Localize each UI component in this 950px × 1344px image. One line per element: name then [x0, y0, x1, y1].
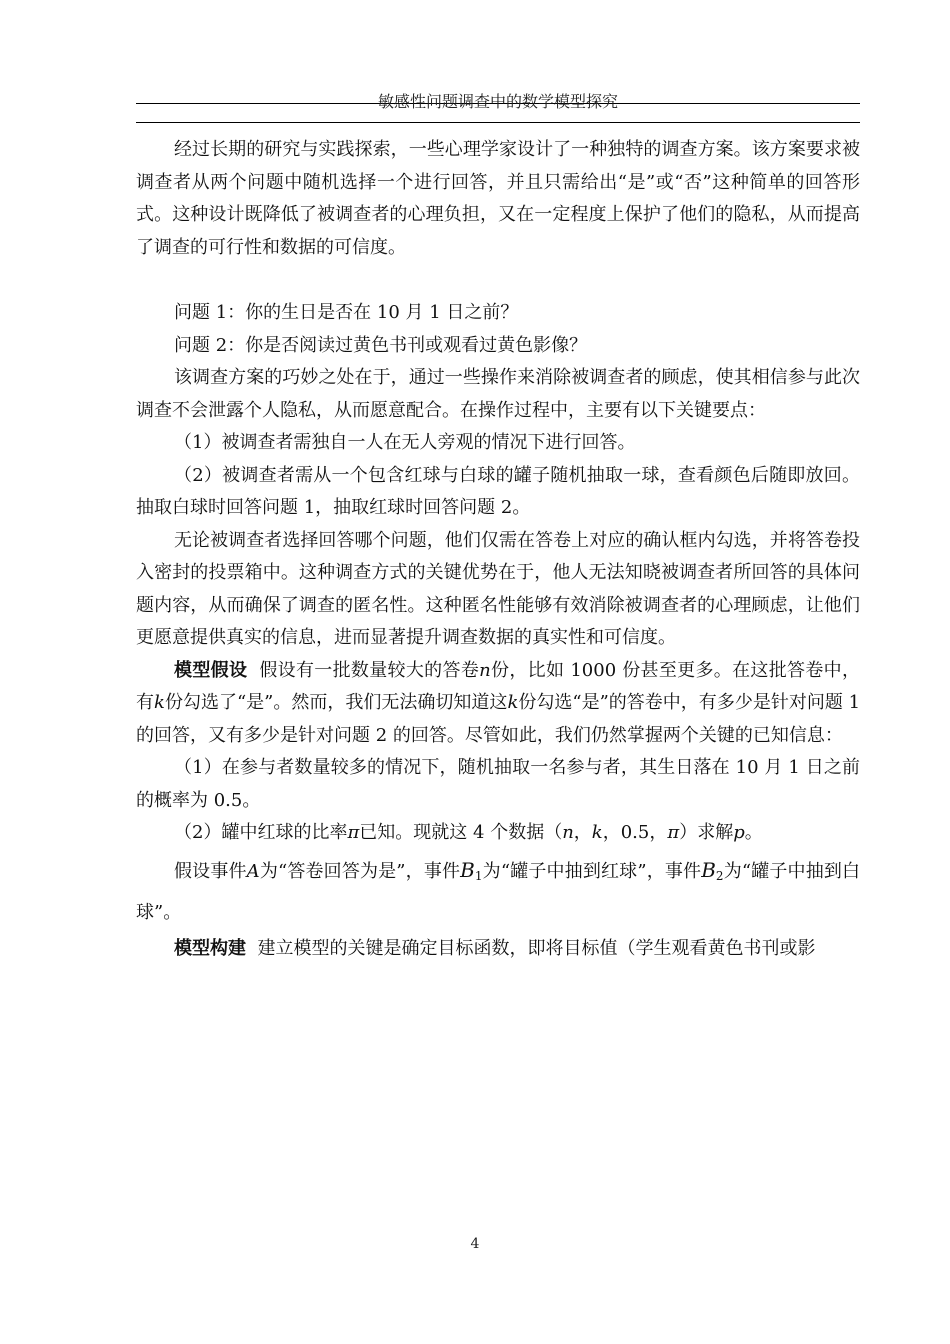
- step-1: （1）被调查者需独自一人在无人旁观的情况下进行回答。: [174, 432, 636, 453]
- subscript-2: 2: [715, 868, 724, 883]
- var-n: n: [479, 659, 491, 681]
- paragraph-assumption: [136, 655, 860, 753]
- subscript-1: 1: [474, 868, 483, 883]
- paragraph-events: [136, 850, 860, 933]
- assumption-text-2: 份，比如 1000 份甚至更多。在这批答卷中，有: [136, 659, 860, 713]
- known-info-2: [136, 817, 860, 850]
- paragraph-anonymity: 无论被调查者选择回答哪个问题，他们仅需在答卷上对应的确认框内勾选，并将答卷投入密封的投票箱中。这种调查方式的关键优势在于，他人无法知晓被调查者所回答的具体问题内容，从而确保了调查的匿名性。这种匿名性能够有效消除被调查者的心理顾虑，让他们更愿意提供真实的信息，进而显著提升调查数据的真实性和可信度。: [136, 529, 860, 648]
- paragraph-construction: [136, 933, 860, 966]
- assumption-text-4: 份勾选“是”的答卷中，有多少是针对问题 1 的回答，又有多少是针对问题 2 的回答。尽管如此，我们仍然掌握两个关键的已知信息：: [136, 692, 861, 746]
- var-b: B: [701, 857, 716, 882]
- events-text-4: 为“罐子中抽到白球”。: [136, 860, 861, 923]
- document-body: [136, 134, 860, 965]
- var-pi: π: [667, 822, 680, 843]
- known-info-1: （1）在参与者数量较多的情况下，随机抽取一名参与者，其生日落在 10 月 1 日之前的概率为 0.5。: [136, 757, 860, 811]
- comma: ，: [573, 822, 592, 843]
- comma: ，: [602, 822, 621, 843]
- page-header: [136, 92, 860, 126]
- assumption-text-3: 份勾选了“是”。然而，我们无法确切知道这: [164, 692, 508, 713]
- var-p: p: [733, 822, 745, 843]
- page-number: 4: [470, 1236, 480, 1252]
- comma: ，: [649, 822, 668, 843]
- assumption-heading: 模型假设: [174, 659, 248, 681]
- value-half: 0.5: [620, 822, 650, 843]
- paragraph-method: 该调查方案的巧妙之处在于，通过一些操作来消除被调查者的顾虑，使其相信参与此次调查不会泄露个人隐私，从而愿意配合。在操作过程中，主要有以下关键要点：: [136, 367, 860, 421]
- period: 。: [744, 822, 763, 843]
- var-pi: π: [347, 822, 360, 843]
- var-b: B: [460, 857, 475, 882]
- var-k: k: [507, 692, 519, 713]
- construction-heading: 模型构建: [174, 937, 246, 959]
- question-2: 问题 2：你是否阅读过黄色书刊或观看过黄色影像？: [174, 334, 588, 356]
- events-text-2: 为“答卷回答为是”，事件: [259, 860, 461, 882]
- known-info-2-text-3: ）求解: [679, 822, 734, 843]
- header-rule-bottom: [136, 122, 860, 123]
- var-k: k: [591, 822, 603, 843]
- var-k: k: [154, 692, 165, 713]
- var-n: n: [562, 822, 574, 843]
- step-2: （2）被调查者需从一个包含红球与白球的罐子随机抽取一球，查看颜色后随即放回。抽取白球时回答问题 1，抽取红球时回答问题 2。: [136, 464, 860, 518]
- known-info-2-text-2: 已知。现就这 4 个数据（: [359, 822, 563, 843]
- question-1: 问题 1：你的生日是否在 10 月 1 日之前？: [174, 302, 519, 323]
- paragraph-gap: [136, 264, 860, 297]
- events-text-3: 为“罐子中抽到红球”，事件: [482, 860, 702, 882]
- var-a: A: [246, 860, 260, 882]
- header-title: 敏感性问题调查中的数学模型探究: [377, 92, 618, 111]
- assumption-text-1: 假设有一批数量较大的答卷: [259, 659, 480, 681]
- construction-text: 建立模型的关键是确定目标函数，即将目标值（学生观看黄色书刊或影: [257, 937, 816, 959]
- known-info-2-text-1: （2）罐中红球的比率: [174, 822, 348, 843]
- paragraph-intro: 经过长期的研究与实践探索，一些心理学家设计了一种独特的调查方案。该方案要求被调查者从两个问题中随机选择一个进行回答，并且只需给出“是”或“否”这种简单的回答形式。这种设计既降低了被调查者的心理负担，又在一定程度上保护了他们的隐私，从而提高了调查的可行性和数据的可信度。: [136, 139, 860, 258]
- events-text-1: 假设事件: [174, 860, 247, 882]
